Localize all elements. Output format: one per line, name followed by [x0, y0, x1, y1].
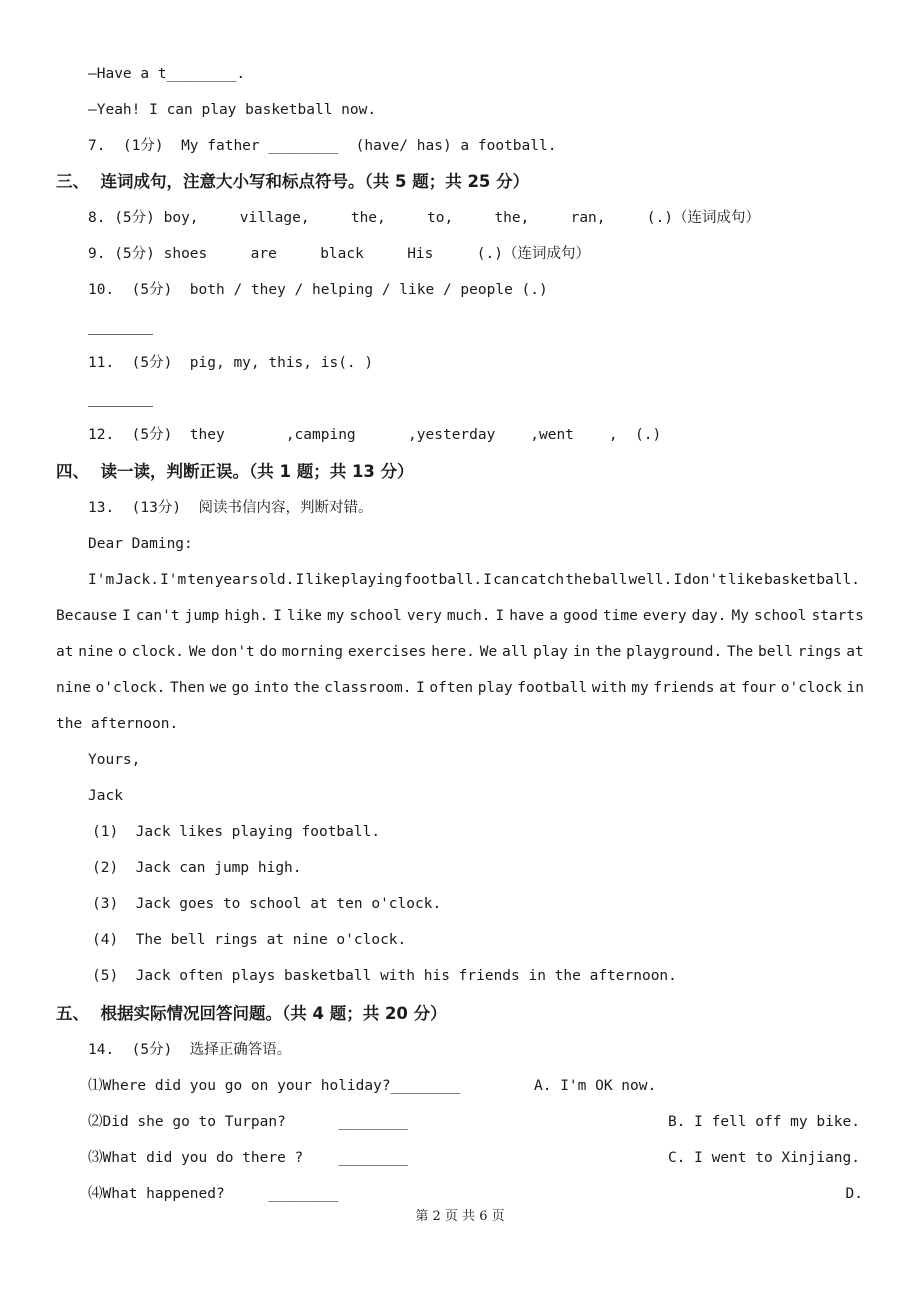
- letter-line-4: nine o'clock. Then we go into the classroom. I often play football with my friends at four o'clock in: [56, 680, 864, 696]
- match-question-2: ⑵Did she go to Turpan? ________: [88, 1114, 409, 1130]
- letter-closing: Yours,: [88, 752, 141, 768]
- question-12: 12. (5分) they ,camping ,yesterday ,went , (.): [88, 427, 662, 443]
- question-7: 7. (1分) My father ________ (have/ has) a football.: [88, 138, 557, 154]
- answer-line-11: [88, 406, 153, 407]
- statement-4: (4) The bell rings at nine o'clock.: [92, 932, 407, 948]
- dialog-line-2: —Yeah! I can play basketball now.: [88, 102, 377, 118]
- match-question-1: ⑴Where did you go on your holiday?________: [88, 1078, 461, 1094]
- statement-1: (1) Jack likes playing football.: [92, 824, 381, 840]
- section-5-heading: 五、 根据实际情况回答问题。（共 4 题；共 20 分）: [56, 1004, 447, 1023]
- letter-line-1: I'm Jack. I'm ten years old. I like playing football. I can catch the ball well. I don't like basketball.: [88, 572, 860, 588]
- question-14: 14. (5分) 选择正确答语。: [88, 1042, 292, 1058]
- dialog-line-1: —Have a t________.: [88, 66, 246, 82]
- match-question-4: ⑷What happened? ________: [88, 1186, 339, 1202]
- answer-line-10: [88, 334, 153, 335]
- match-answer-b: B. I fell off my bike.: [667, 1114, 860, 1130]
- letter-signature: Jack: [88, 788, 123, 804]
- section-4-heading: 四、 读一读，判断正误。（共 1 题；共 13 分）: [56, 462, 414, 481]
- statement-2: (2) Jack can jump high.: [92, 860, 302, 876]
- letter-line-2: Because I can't jump high. I like my school very much. I have a good time every day. My school starts: [56, 608, 864, 624]
- question-13: 13. (13分) 阅读书信内容，判断对错。: [88, 500, 373, 516]
- statement-3: (3) Jack goes to school at ten o'clock.: [92, 896, 442, 912]
- match-answer-a: A. I'm OK now.: [534, 1078, 657, 1094]
- statement-5: (5) Jack often plays basketball with his friends in the afternoon.: [92, 968, 677, 984]
- letter-salutation: Dear Daming:: [88, 536, 193, 552]
- letter-line-3: at nine o clock. We don't do morning exercises here. We all play in the playground. The bell rings at: [56, 644, 864, 660]
- question-10: 10. (5分) both / they / helping / like / people (.): [88, 282, 548, 298]
- page-footer: 第 2 页 共 6 页: [415, 1209, 505, 1224]
- match-question-3: ⑶What did you do there ? ________: [88, 1150, 409, 1166]
- question-8: 8. (5分) boy, village, the, to, the, ran, (.)（连词成句）: [88, 210, 760, 226]
- section-3-heading: 三、 连词成句，注意大小写和标点符号。（共 5 题；共 25 分）: [56, 172, 530, 191]
- match-answer-c: C. I went to Xinjiang.: [667, 1150, 860, 1166]
- question-11: 11. (5分) pig, my, this, is(. ): [88, 355, 374, 371]
- match-answer-d: D.: [845, 1186, 863, 1202]
- question-9: 9. (5分) shoes are black His (.)（连词成句）: [88, 246, 590, 262]
- letter-line-5: the afternoon.: [56, 716, 179, 732]
